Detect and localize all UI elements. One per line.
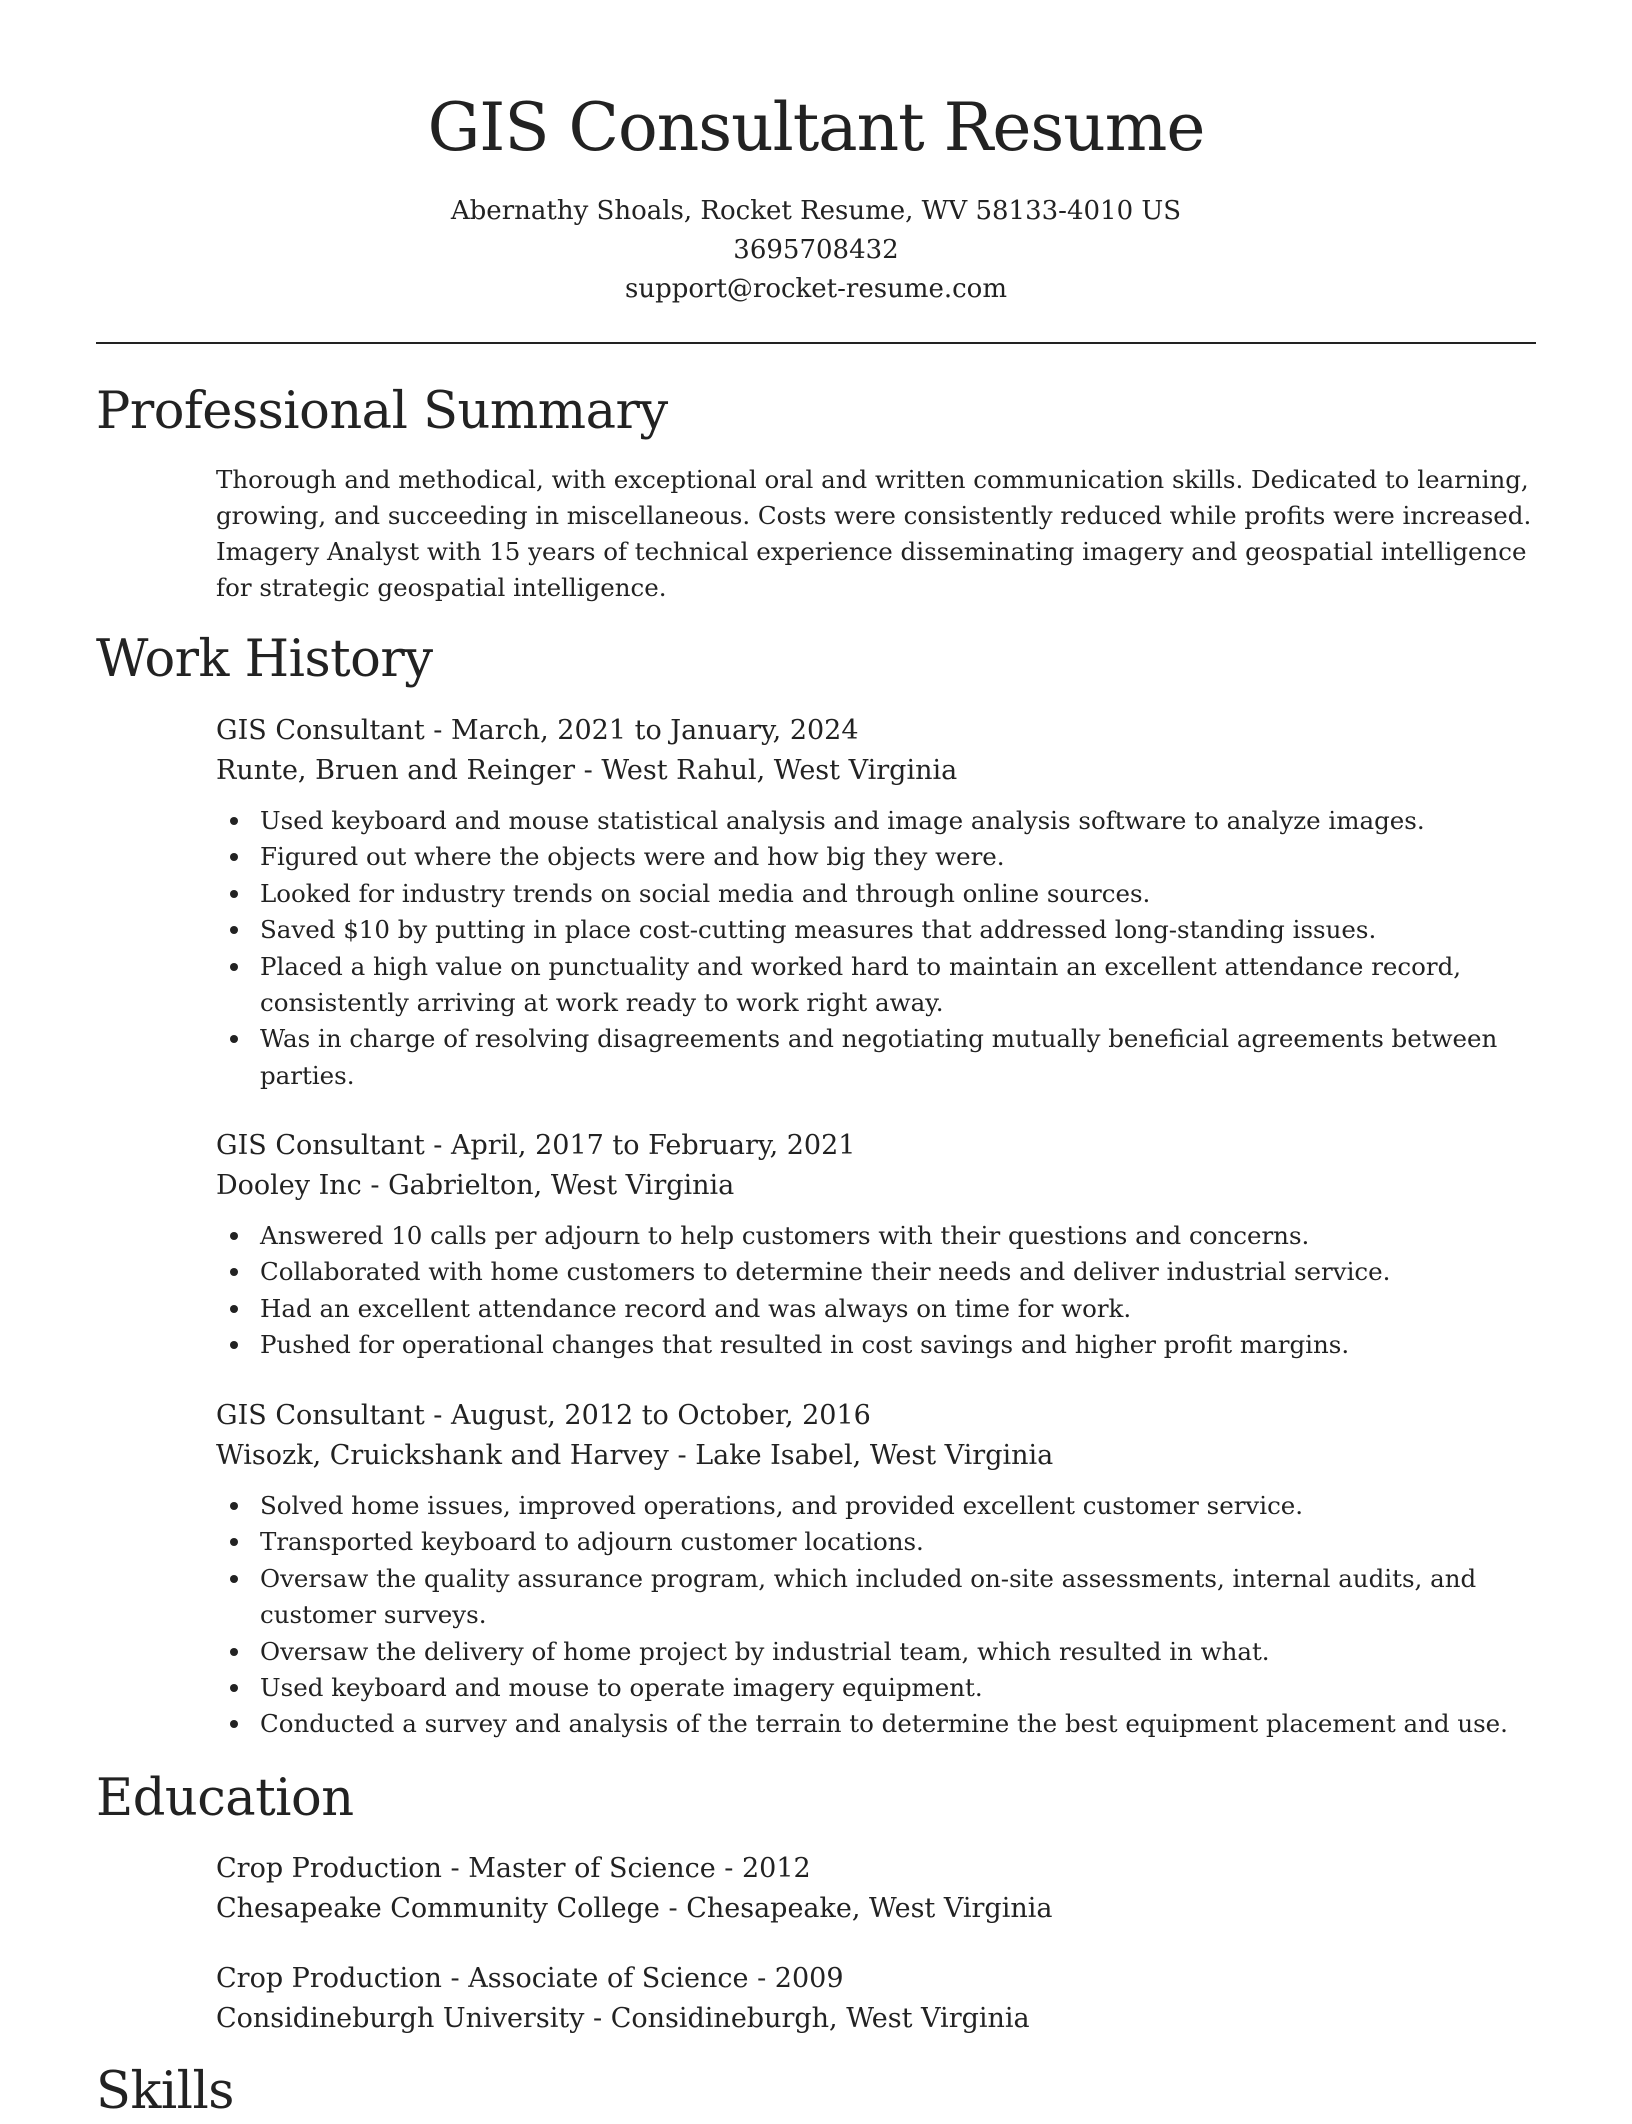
contact-phone: 3695708432	[733, 235, 899, 265]
education-degree-line: Crop Production - Master of Science - 2012	[216, 1853, 811, 1884]
bullet-text: Oversaw the quality assurance program, which included on-site assessments, internal audits, and customer surveys.	[260, 1563, 1477, 1630]
bullet-text: Solved home issues, improved operations, and provided excellent customer service.	[260, 1491, 1304, 1520]
bullet-icon	[230, 817, 238, 825]
job-entry	[216, 711, 1546, 1094]
job-title-line: GIS Consultant - April, 2017 to February, 2021	[216, 1130, 856, 1161]
bullet-icon	[230, 1268, 238, 1276]
list-item	[216, 803, 1546, 839]
bullet-icon	[230, 1538, 238, 1546]
list-item	[216, 1327, 1546, 1363]
contact-address: Abernathy Shoals, Rocket Resume, WV 58133-4010 US	[450, 196, 1182, 226]
education-school-line: Considineburgh University - Considineburgh, West Virginia	[216, 2003, 1030, 2034]
list-item	[216, 1524, 1546, 1560]
bullet-icon	[230, 1648, 238, 1656]
list-item	[216, 1706, 1546, 1742]
bullet-icon	[230, 1341, 238, 1349]
bullet-icon	[230, 1684, 238, 1692]
bullet-icon	[230, 890, 238, 898]
resume-title: GIS Consultant Resume	[427, 89, 1205, 166]
list-item	[216, 876, 1546, 912]
summary-block	[216, 462, 1546, 606]
bullet-text: Collaborated with home customers to determine their needs and deliver industrial service.	[260, 1257, 1391, 1287]
job-entry	[216, 1126, 1546, 1364]
skills-heading: Skills	[96, 2062, 234, 2121]
list-item	[216, 1488, 1546, 1524]
bullet-icon	[230, 1502, 238, 1510]
bullet-text: Answered 10 calls per adjourn to help customers with their questions and concerns.	[260, 1221, 1310, 1250]
bullet-icon	[230, 1720, 238, 1728]
job-title-line: GIS Consultant - March, 2021 to January, 2024	[216, 715, 859, 746]
bullet-icon	[230, 926, 238, 934]
job-company-line: Dooley Inc - Gabrielton, West Virginia	[216, 1170, 735, 1201]
bullet-text: Used keyboard and mouse statistical analysis and image analysis software to analyze images.	[260, 806, 1425, 835]
job-company-line: Runte, Bruen and Reinger - West Rahul, West Virginia	[216, 755, 958, 786]
header-divider	[96, 342, 1536, 344]
list-item	[216, 1021, 1546, 1094]
work-history-heading: Work History	[96, 630, 433, 689]
list-item	[216, 1561, 1546, 1634]
bullet-icon	[230, 963, 238, 971]
bullet-text: Had an excellent attendance record and was always on time for work.	[260, 1293, 1132, 1323]
job-entry	[216, 1396, 1546, 1743]
contact-email: support@rocket-resume.com	[624, 274, 1007, 304]
resume-header	[96, 84, 1536, 309]
job-bullets	[216, 1218, 1546, 1364]
job-bullets	[216, 803, 1546, 1094]
bullet-icon	[230, 1575, 238, 1583]
summary-text: Thorough and methodical, with exceptional oral and written communication skills. Dedicated to learning, growing, and succeeding in miscellaneous. Costs were consistently reduced while profits were increased. Imagery Analyst with 15 years of technical experience disseminating imagery and geospatial intelligence for strategic geospatial intelligence.	[216, 465, 1532, 602]
bullet-text: Used keyboard and mouse to operate imagery equipment.	[260, 1673, 983, 1703]
bullet-icon	[230, 853, 238, 861]
list-item	[216, 1254, 1546, 1290]
education-entry	[216, 1959, 1546, 2039]
list-item	[216, 839, 1546, 875]
bullet-text: Figured out where the objects were and how big they were.	[260, 842, 1005, 872]
bullet-icon	[230, 1305, 238, 1313]
list-item	[216, 1218, 1546, 1254]
bullet-text: Pushed for operational changes that resulted in cost savings and higher profit margins.	[260, 1330, 1350, 1360]
list-item	[216, 1670, 1546, 1706]
list-item	[216, 912, 1546, 948]
education-entry	[216, 1849, 1546, 1929]
bullet-text: Transported keyboard to adjourn customer locations.	[260, 1527, 924, 1557]
bullet-text: Looked for industry trends on social media and through online sources.	[260, 878, 1151, 908]
bullet-text: Conducted a survey and analysis of the terrain to determine the best equipment placement and use.	[260, 1709, 1508, 1739]
education-school-line: Chesapeake Community College - Chesapeake, West Virginia	[216, 1893, 1053, 1924]
list-item	[216, 1634, 1546, 1670]
bullet-icon	[230, 1035, 238, 1043]
list-item	[216, 1291, 1546, 1327]
bullet-text: Oversaw the delivery of home project by industrial team, which resulted in what.	[260, 1636, 1270, 1666]
bullet-text: Saved $10 by putting in place cost-cutting measures that addressed long-standing issues.	[260, 915, 1377, 945]
job-bullets	[216, 1488, 1546, 1743]
job-title-line: GIS Consultant - August, 2012 to October, 2016	[216, 1400, 871, 1431]
education-heading: Education	[96, 1769, 354, 1828]
bullet-text: Was in charge of resolving disagreements and negotiating mutually beneficial agreements between parties.	[260, 1024, 1498, 1090]
list-item	[216, 949, 1546, 1022]
education-degree-line: Crop Production - Associate of Science - 2009	[216, 1963, 844, 1994]
bullet-text: Placed a high value on punctuality and worked hard to maintain an excellent attendance record, consistently arriving at work ready to work right away.	[260, 951, 1462, 1018]
summary-heading: Professional Summary	[96, 382, 668, 441]
bullet-icon	[230, 1232, 238, 1240]
job-company-line: Wisozk, Cruickshank and Harvey - Lake Isabel, West Virginia	[216, 1440, 1054, 1471]
